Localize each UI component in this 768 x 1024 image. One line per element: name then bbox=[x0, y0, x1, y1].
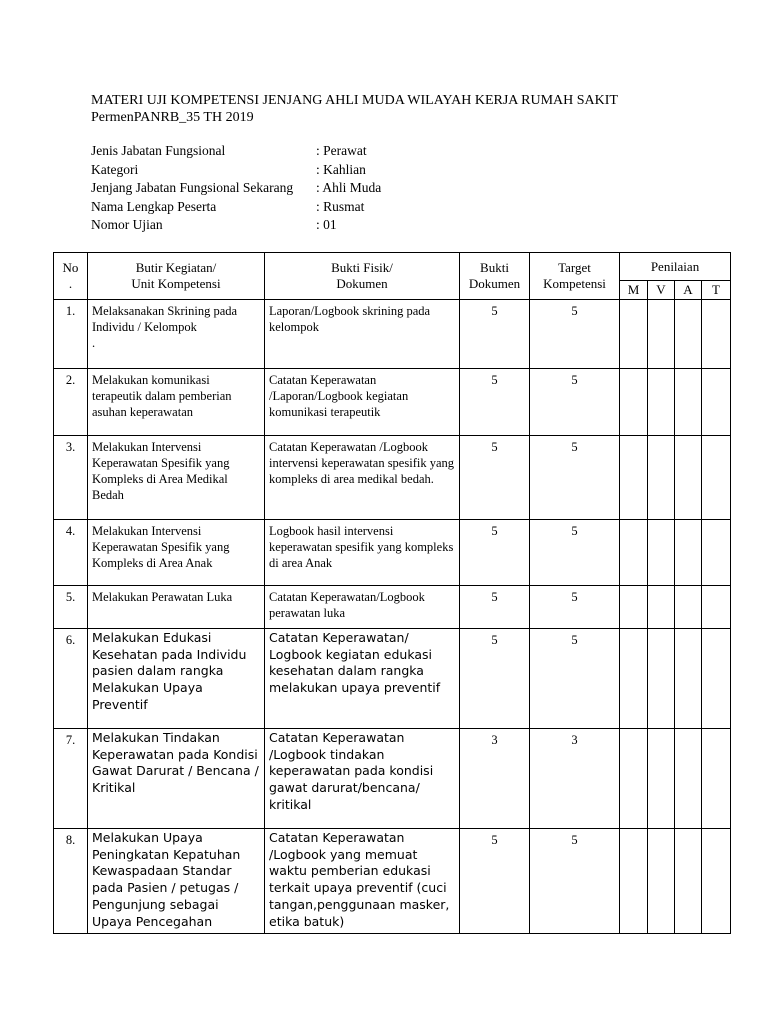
document-title: MATERI UJI KOMPETENSI JENJANG AHLI MUDA WILAYAH KERJA RUMAH SAKIT bbox=[91, 93, 618, 108]
target-kompetensi: 5 bbox=[530, 520, 620, 586]
bukti-dokumen: 3 bbox=[460, 729, 530, 829]
header-penilaian: Penilaian bbox=[620, 253, 731, 281]
target-kompetensi: 5 bbox=[530, 829, 620, 934]
penilaian-t-cell bbox=[702, 436, 731, 520]
penilaian-a-cell bbox=[675, 436, 702, 520]
row-number: 6. bbox=[54, 629, 88, 729]
penilaian-a-cell bbox=[675, 520, 702, 586]
penilaian-t-cell bbox=[702, 369, 731, 436]
info-label: Jenjang Jabatan Fungsional Sekarang bbox=[91, 180, 294, 196]
info-row bbox=[91, 142, 381, 161]
bukti-dokumen: 5 bbox=[460, 829, 530, 934]
penilaian-t-cell bbox=[702, 729, 731, 829]
bukti-dokumen: 5 bbox=[460, 629, 530, 729]
info-label: Kategori bbox=[91, 161, 139, 177]
butir-kegiatan: Melakukan Upaya Peningkatan Kepatuhan Kewaspadaan Standar pada Pasien / petugas / Pengunjung sebagai Upaya Pencegahan bbox=[88, 829, 265, 934]
info-row bbox=[91, 161, 381, 180]
penilaian-m-cell bbox=[620, 586, 648, 629]
penilaian-v-cell bbox=[648, 520, 675, 586]
penilaian-m-cell bbox=[620, 369, 648, 436]
info-row bbox=[91, 198, 381, 217]
header-v: V bbox=[648, 281, 675, 300]
penilaian-m-cell bbox=[620, 436, 648, 520]
butir-kegiatan: Melakukan Edukasi Kesehatan pada Individu pasien dalam rangka Melakukan Upaya Preventif bbox=[88, 629, 265, 729]
competency-table bbox=[53, 252, 731, 934]
penilaian-t-cell bbox=[702, 520, 731, 586]
penilaian-t-cell bbox=[702, 300, 731, 369]
penilaian-a-cell bbox=[675, 629, 702, 729]
penilaian-v-cell bbox=[648, 436, 675, 520]
bukti-fisik: Catatan Keperawatan /Logbook tindakan keperawatan pada kondisi gawat darurat/bencana/ kritikal bbox=[265, 729, 460, 829]
row-number: 2. bbox=[54, 369, 88, 436]
participant-info bbox=[91, 142, 381, 235]
info-value: : Perawat bbox=[316, 143, 367, 158]
header-butir-kegiatan: Butir Kegiatan/ Unit Kompetensi bbox=[88, 253, 265, 300]
row-number: 7. bbox=[54, 729, 88, 829]
table-row bbox=[54, 829, 731, 934]
target-kompetensi: 5 bbox=[530, 586, 620, 629]
bukti-fisik: Catatan Keperawatan /Laporan/Logbook kegiatan komunikasi terapeutik bbox=[265, 369, 460, 436]
butir-kegiatan: Melakukan Intervensi Keperawatan Spesifik yang Kompleks di Area Medikal Bedah bbox=[88, 436, 265, 520]
target-kompetensi: 3 bbox=[530, 729, 620, 829]
row-number: 3. bbox=[54, 436, 88, 520]
header-bukti-fisik: Bukti Fisik/ Dokumen bbox=[265, 253, 460, 300]
penilaian-m-cell bbox=[620, 829, 648, 934]
info-label: Nama Lengkap Peserta bbox=[91, 198, 217, 214]
table-row bbox=[54, 586, 731, 629]
info-value: : Kahlian bbox=[316, 161, 366, 177]
penilaian-a-cell bbox=[675, 729, 702, 829]
info-label: Jenis Jabatan Fungsional bbox=[91, 143, 226, 158]
penilaian-t-cell bbox=[702, 629, 731, 729]
table-row bbox=[54, 520, 731, 586]
penilaian-m-cell bbox=[620, 729, 648, 829]
header-m: M bbox=[620, 281, 648, 300]
butir-kegiatan: Melakukan Perawatan Luka bbox=[88, 586, 265, 629]
bukti-dokumen: 5 bbox=[460, 369, 530, 436]
target-kompetensi: 5 bbox=[530, 436, 620, 520]
penilaian-m-cell bbox=[620, 520, 648, 586]
header-no: No . bbox=[54, 253, 88, 300]
row-number: 8. bbox=[54, 829, 88, 934]
penilaian-v-cell bbox=[648, 829, 675, 934]
document-subtitle: PermenPANRB_35 TH 2019 bbox=[91, 110, 254, 125]
info-value: : 01 bbox=[316, 217, 337, 233]
butir-kegiatan: Melakukan Intervensi Keperawatan Spesifik yang Kompleks di Area Anak bbox=[88, 520, 265, 586]
penilaian-v-cell bbox=[648, 586, 675, 629]
bukti-fisik: Catatan Keperawatan/Logbook perawatan luka bbox=[265, 586, 460, 629]
penilaian-v-cell bbox=[648, 729, 675, 829]
bukti-fisik: Laporan/Logbook skrining pada kelompok bbox=[265, 300, 460, 369]
target-kompetensi: 5 bbox=[530, 300, 620, 369]
bukti-dokumen: 5 bbox=[460, 520, 530, 586]
info-row bbox=[91, 216, 381, 235]
target-kompetensi: 5 bbox=[530, 369, 620, 436]
penilaian-t-cell bbox=[702, 586, 731, 629]
target-kompetensi: 5 bbox=[530, 629, 620, 729]
document-title-block bbox=[91, 92, 618, 126]
penilaian-v-cell bbox=[648, 369, 675, 436]
table-row bbox=[54, 729, 731, 829]
info-value: : Ahli Muda bbox=[316, 180, 382, 196]
bukti-fisik: Catatan Keperawatan/ Logbook kegiatan edukasi kesehatan dalam rangka melakukan upaya preventif bbox=[265, 629, 460, 729]
bukti-dokumen: 5 bbox=[460, 586, 530, 629]
header-bukti-dokumen: Bukti Dokumen bbox=[460, 253, 530, 300]
table-row bbox=[54, 629, 731, 729]
header-t: T bbox=[702, 281, 731, 300]
penilaian-v-cell bbox=[648, 300, 675, 369]
penilaian-a-cell bbox=[675, 300, 702, 369]
info-label: Nomor Ujian bbox=[91, 217, 163, 233]
penilaian-t-cell bbox=[702, 829, 731, 934]
penilaian-v-cell bbox=[648, 629, 675, 729]
bukti-fisik: Catatan Keperawatan /Logbook yang memuat waktu pemberian edukasi terkait upaya preventif (cuci tangan,penggunaan masker, etika batuk) bbox=[265, 829, 460, 934]
butir-kegiatan: Melaksanakan Skrining pada Individu / Kelompok . bbox=[88, 300, 265, 369]
penilaian-m-cell bbox=[620, 300, 648, 369]
table-row bbox=[54, 300, 731, 369]
bukti-fisik: Logbook hasil intervensi keperawatan spesifik yang kompleks di area Anak bbox=[265, 520, 460, 586]
row-number: 5. bbox=[54, 586, 88, 629]
info-value: : Rusmat bbox=[316, 198, 365, 214]
row-number: 1. bbox=[54, 300, 88, 369]
bukti-dokumen: 5 bbox=[460, 436, 530, 520]
row-number: 4. bbox=[54, 520, 88, 586]
header-a: A bbox=[675, 281, 702, 300]
header-target-kompetensi: Target Kompetensi bbox=[530, 253, 620, 300]
bukti-fisik: Catatan Keperawatan /Logbook intervensi keperawatan spesifik yang kompleks di area medikal bedah. bbox=[265, 436, 460, 520]
table-row bbox=[54, 436, 731, 520]
info-row bbox=[91, 179, 381, 198]
penilaian-m-cell bbox=[620, 629, 648, 729]
butir-kegiatan: Melakukan komunikasi terapeutik dalam pemberian asuhan keperawatan bbox=[88, 369, 265, 436]
table-row bbox=[54, 369, 731, 436]
penilaian-a-cell bbox=[675, 829, 702, 934]
penilaian-a-cell bbox=[675, 586, 702, 629]
butir-kegiatan: Melakukan Tindakan Keperawatan pada Kondisi Gawat Darurat / Bencana / Kritikal bbox=[88, 729, 265, 829]
bukti-dokumen: 5 bbox=[460, 300, 530, 369]
penilaian-a-cell bbox=[675, 369, 702, 436]
